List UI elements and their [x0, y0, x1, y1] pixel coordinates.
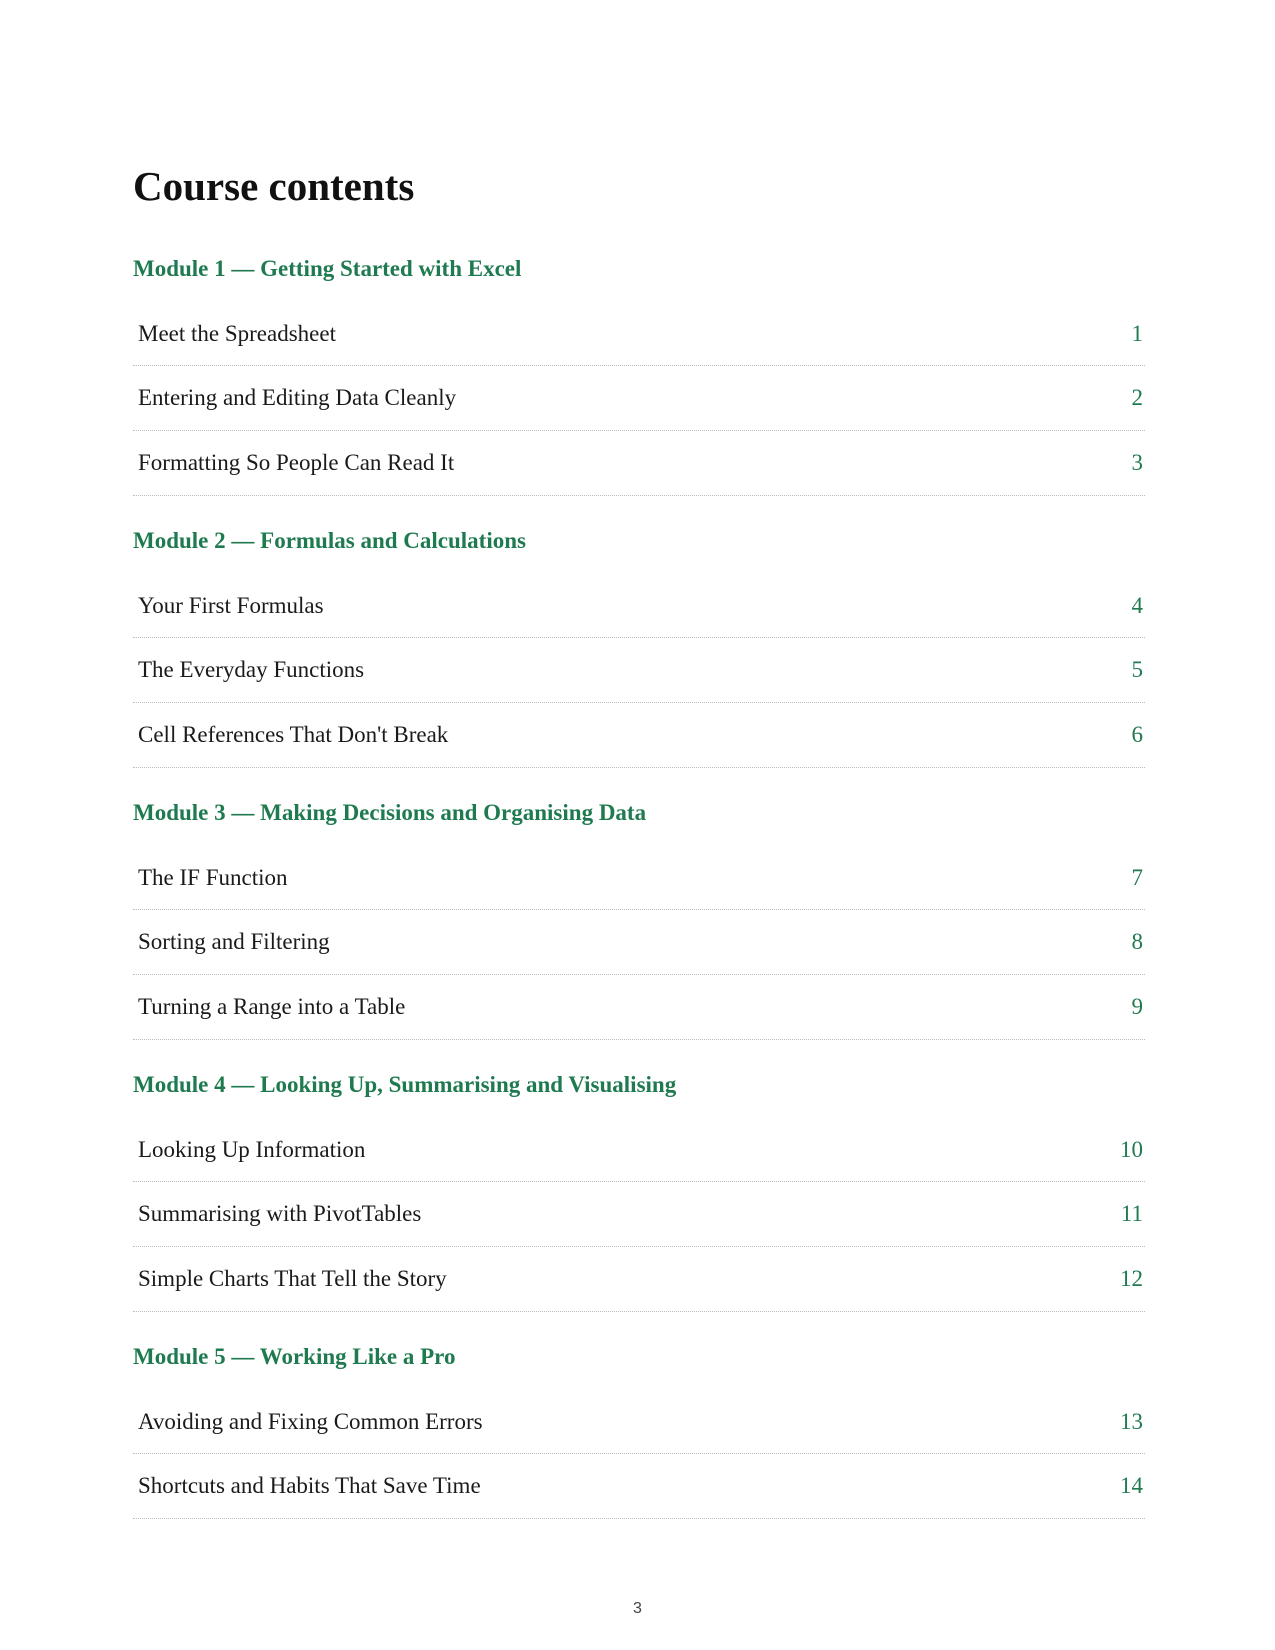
table-of-contents	[133, 160, 1145, 1519]
entry-title: Meet the Spreadsheet	[138, 320, 336, 346]
page-title: Course contents	[133, 163, 415, 209]
module-2	[133, 526, 1145, 768]
entry-page-number: 5	[1131, 657, 1143, 682]
toc-entry[interactable]	[133, 1454, 1145, 1519]
module-entries	[133, 846, 1145, 1040]
entry-page-number: 6	[1131, 722, 1143, 747]
module-entries	[133, 1390, 1145, 1519]
entry-page-number: 8	[1131, 929, 1143, 954]
entry-title: Entering and Editing Data Cleanly	[138, 385, 457, 410]
module-heading: Module 3 — Making Decisions and Organising Data	[133, 800, 647, 825]
page-footer-number: 3	[633, 1600, 642, 1617]
toc-entry[interactable]	[133, 366, 1145, 431]
entry-page-number: 11	[1120, 1201, 1143, 1226]
entry-page-number: 9	[1131, 994, 1143, 1019]
entry-title: Simple Charts That Tell the Story	[138, 1266, 447, 1291]
entry-page-number: 12	[1120, 1266, 1143, 1291]
module-heading: Module 5 — Working Like a Pro	[133, 1344, 456, 1369]
module-5	[133, 1342, 1145, 1519]
entry-title: Cell References That Don't Break	[138, 722, 449, 747]
toc-entry[interactable]	[133, 1247, 1145, 1312]
entry-page-number: 1	[1131, 320, 1143, 346]
entry-page-number: 13	[1120, 1408, 1143, 1434]
module-entries	[133, 574, 1145, 768]
entry-title: Sorting and Filtering	[138, 929, 330, 954]
entry-page-number: 3	[1131, 450, 1143, 475]
toc-entry[interactable]	[133, 975, 1145, 1040]
toc-entry[interactable]	[133, 1390, 1145, 1454]
entry-page-number: 4	[1131, 592, 1143, 618]
toc-entry[interactable]	[133, 703, 1145, 768]
entry-title: Shortcuts and Habits That Save Time	[138, 1473, 481, 1498]
entry-title: The IF Function	[138, 864, 288, 890]
entry-title: The Everyday Functions	[138, 657, 365, 682]
entry-title: Summarising with PivotTables	[138, 1201, 422, 1226]
entry-page-number: 14	[1120, 1473, 1143, 1498]
module-heading: Module 4 — Looking Up, Summarising and Visualising	[133, 1072, 677, 1097]
module-heading: Module 1 — Getting Started with Excel	[133, 256, 522, 281]
module-entries	[133, 1118, 1145, 1312]
module-4	[133, 1070, 1145, 1312]
module-heading: Module 2 — Formulas and Calculations	[133, 528, 526, 553]
entry-page-number: 2	[1131, 385, 1143, 410]
toc-entry[interactable]	[133, 574, 1145, 638]
toc-entry[interactable]	[133, 1118, 1145, 1182]
entry-title: Your First Formulas	[138, 592, 324, 618]
toc-entry[interactable]	[133, 302, 1145, 366]
module-entries	[133, 302, 1145, 496]
toc-entry[interactable]	[133, 431, 1145, 496]
entry-page-number: 7	[1131, 864, 1143, 890]
entry-title: Formatting So People Can Read It	[138, 450, 455, 475]
toc-entry[interactable]	[133, 910, 1145, 975]
toc-entry[interactable]	[133, 846, 1145, 910]
toc-entry[interactable]	[133, 1182, 1145, 1247]
entry-title: Turning a Range into a Table	[138, 994, 406, 1019]
entry-title: Looking Up Information	[138, 1136, 366, 1162]
entry-page-number: 10	[1120, 1136, 1143, 1162]
module-3	[133, 798, 1145, 1040]
toc-entry[interactable]	[133, 638, 1145, 703]
module-1	[133, 254, 1145, 496]
entry-title: Avoiding and Fixing Common Errors	[138, 1408, 483, 1434]
